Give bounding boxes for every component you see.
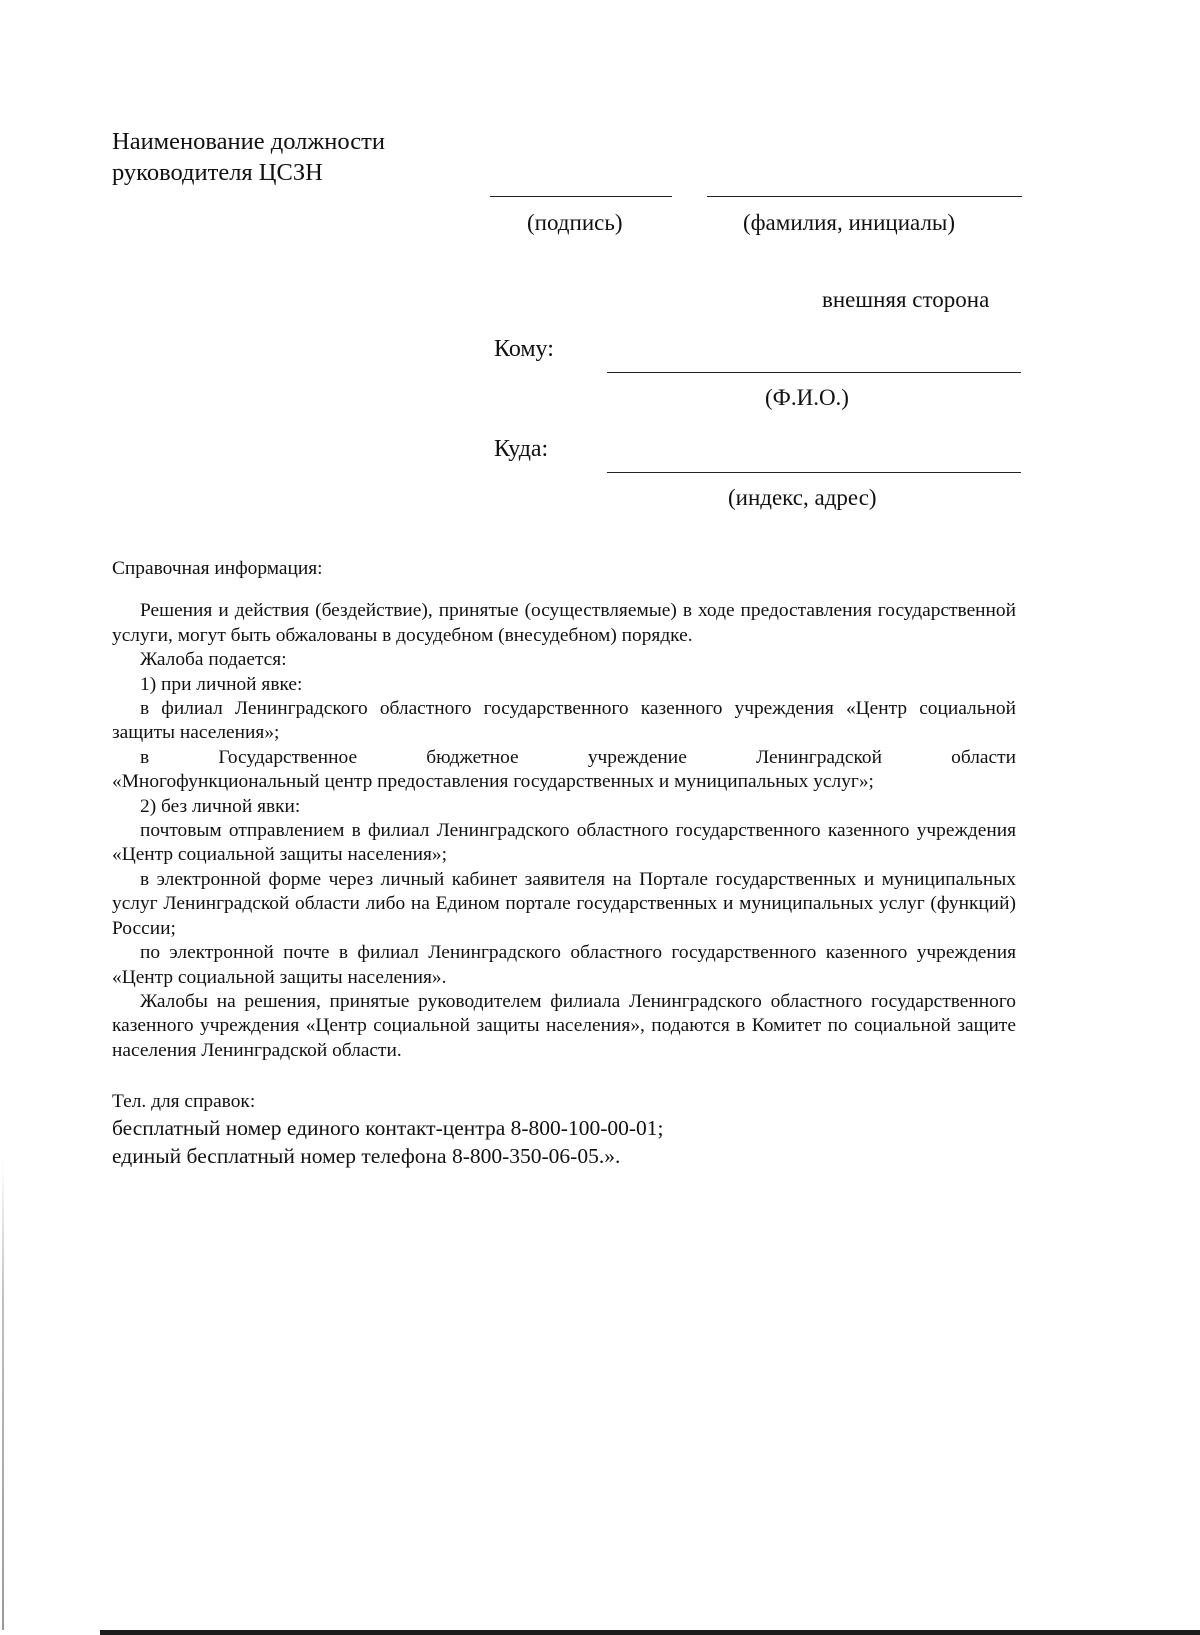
where-line [607,472,1021,473]
reference-heading: Справочная информация: [112,558,323,579]
position-title-line-2: руководителя ЦСЗН [112,159,323,186]
name-caption: (фамилия, инициалы) [743,210,956,235]
position-title-line-1: Наименование должности [112,128,385,155]
to-label: Кому: [494,336,554,362]
info-paragraph: Жалобы на решения, принятые руководителем филиала Ленинградского областного государственного казенного учреждения «Центр социальной защиты населения», подаются в Комитет по социальной защите населения Ленинградской области. [112,990,1016,1061]
contacts [112,1090,663,1170]
to-line [607,372,1021,373]
info-paragraph: по электронной почте в филиал Ленинградского областного государственного казенного учреждения «Центр социальной защиты населения». [112,942,1016,988]
info-paragraph: 2) без личной явки: [140,795,301,817]
free-phone-number: единый бесплатный номер телефона 8-800-350-06-05.». [112,1144,621,1169]
info-paragraph: в филиал Ленинградского областного государственного казенного учреждения «Центр социальной защиты населения»; [112,698,1016,744]
signature-caption: (подпись) [527,210,623,235]
info-paragraph: 1) при личной явке: [140,673,303,695]
where-caption: (индекс, адрес) [728,485,877,510]
info-paragraph: Жалоба подается: [140,649,287,671]
reference-info [112,557,1016,1063]
scan-bottom-edge [100,1630,1200,1635]
info-paragraph: в Государственное бюджетное учреждение Ленинградской области [140,746,1016,768]
scan-left-edge [2,1160,4,1630]
info-paragraph: в электронной форме через личный кабинет заявителя на Портале государственных и муниципальных услуг Ленинградской области либо на Едином портале государственных и муниципальных услуг (функций) России; [112,868,1016,939]
to-caption: (Ф.И.О.) [765,385,849,410]
info-paragraph: Решения и действия (бездействие), принятые (осуществляемые) в ходе предоставления государственной услуги, могут быть обжалованы в досудебном (внесудебном) порядке. [112,600,1016,646]
contact-center-phone: бесплатный номер единого контакт-центра 8-800-100-00-01; [112,1116,664,1141]
info-paragraph: «Многофункциональный центр предоставления государственных и муниципальных услуг»; [112,771,874,793]
signature-line [490,196,672,197]
name-line [707,196,1022,197]
contacts-label: Тел. для справок: [112,1091,256,1112]
outer-side-label: внешняя сторона [822,287,990,312]
where-label: Куда: [494,436,549,462]
info-paragraph: почтовым отправлением в филиал Ленинградского областного государственного казенного учреждения «Центр социальной защиты населения»; [112,820,1016,866]
